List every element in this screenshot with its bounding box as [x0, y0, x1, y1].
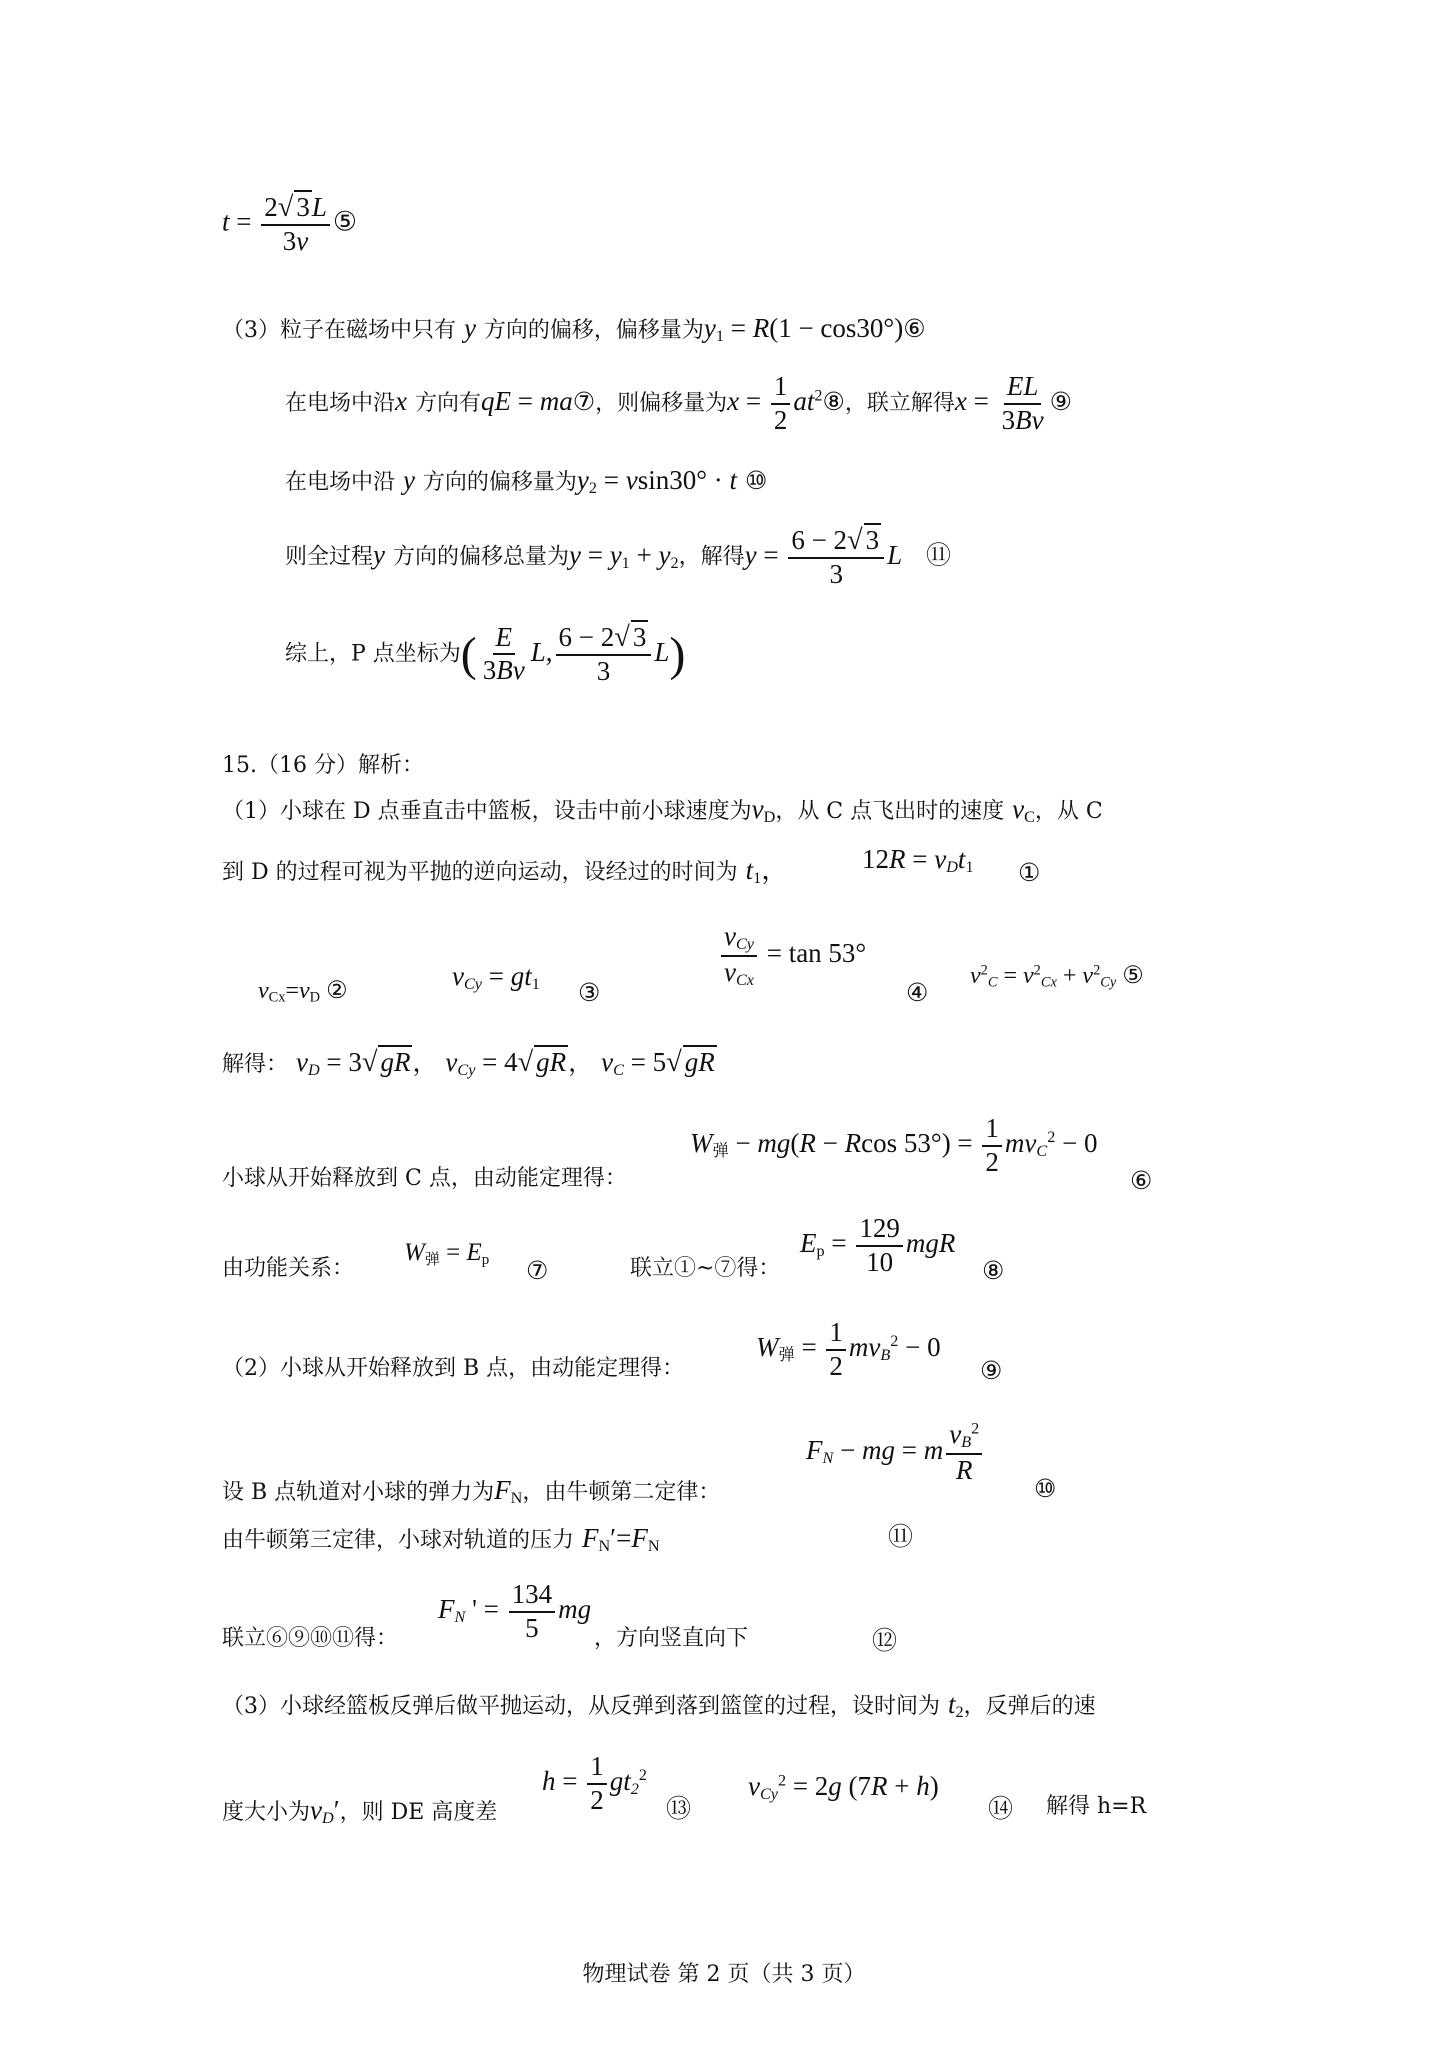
part3b-line2: 度大小为$v_D'$，则 DE 高度差: [222, 1795, 498, 1828]
circled-6: ⑥: [1130, 1166, 1153, 1195]
circled-12: ⑫: [872, 1626, 898, 1655]
solve-line: 解得： $v_D = 3√$ gR， $v_{Cy} = 4√$ gR， $v_C = 5√$ gR: [222, 1047, 715, 1080]
equation-7: $W_弹 = E_p$: [404, 1239, 490, 1268]
circled-3: ③: [578, 978, 601, 1007]
question-15-header: 15.（16 分）解析：: [222, 753, 424, 778]
combine-label: 联立①~⑦得：: [630, 1256, 781, 1281]
equation-14: $v_{Cy}^2 = 2g$ (7R + h): [748, 1771, 939, 1804]
electric-y-line: 在电场中沿 y 方向的偏移量为$y_2 = vsin30^\circ \cdot t$ ⑩: [285, 465, 768, 498]
part3-magnetic-offset: （3）粒子在磁场中只有 y 方向的偏移，偏移量为$y_1 = R(1$ − cos30°)⑥: [222, 313, 926, 346]
equation-3: $v_{Cy} = gt_1$: [452, 961, 540, 994]
page-footer: 物理试卷 第 2 页（共 3 页）: [582, 1962, 866, 1987]
electric-x-line: 在电场中沿x 方向有qE = ma⑦，则偏移量为x = $\frac{1}{2}$ $at^2⑧$，联立解得x = $\frac{EL}{3Bv}$ ⑨: [285, 371, 1073, 435]
q15-part1-line2: 到 D 的过程可视为平抛的逆向运动，设经过的时间为 $t_1$，: [222, 855, 789, 888]
equation-5: $v^2_C = v^2_{Cx} + v^2_{Cy}$ ⑤: [970, 962, 1144, 991]
third-law-line: 由牛顿第三定律，小球对轨道的压力 $F_N'=F_N$: [222, 1523, 660, 1556]
ke-theorem-label: 小球从开始释放到 C 点，由动能定理得：: [222, 1166, 627, 1191]
equation-2: $v_{Cx}=v_D$ ②: [258, 978, 348, 1006]
normal-force-line: 设 B 点轨道对小球的弹力为$F_N$，由牛顿第二定律：: [222, 1475, 721, 1508]
q15-part1-line1: （1）小球在 D 点垂直击中篮板，设击中前小球速度为$v_D$，从 C 点飞出时的速度 $v_C$，从 C: [222, 794, 1103, 827]
circled-7: ⑦: [526, 1256, 549, 1285]
work-relation-label: 由功能关系：: [222, 1256, 355, 1281]
equation-t: t = $\frac{2√ 3L}{3v}$ ⑤: [222, 192, 358, 257]
circled-1: ①: [1018, 858, 1041, 887]
equation-13: h = $\frac{1}{2}$ $gt_2^2$: [542, 1751, 647, 1815]
part3b-line1: （3）小球经篮板反弹后做平抛运动，从反弹到落到篮筐的过程，设时间为 $t_2$，反弹后的速: [222, 1689, 1096, 1722]
total-offset-line: 则全过程y 方向的偏移总量为$y = y_1 + y_2$，解得y = $\frac{6 - 2√ 3}{3}$ L ⑪: [285, 525, 951, 590]
equation-9: $W_弹$ = $\frac{1}{2}$ $mv_B^2 - 0$: [756, 1317, 941, 1381]
circled-13: ⑬: [666, 1794, 692, 1823]
part2-label: （2）小球从开始释放到 B 点，由动能定理得：: [222, 1356, 685, 1381]
equation-10: $F_N$ − mg = m $\frac{v_B^2}{R}$: [806, 1420, 985, 1486]
equation-6: $W_弹 - mg(R - Rcos$ 53°) = $\frac{1}{2}$ $mv_C^2 - 0$: [690, 1113, 1098, 1177]
equation-4: $\frac{v_{Cy}}{v_{Cx}}$ = tan 53°: [718, 922, 866, 990]
p-coordinate-line: 综上，P 点坐标为( $\frac{E}{3Bv}$ L, $\frac{6 - 2√ 3}{3}$ L): [285, 621, 686, 687]
answer-h: 解得 h=R: [1046, 1794, 1147, 1819]
circled-11: ⑪: [888, 1522, 914, 1551]
circled-9: ⑨: [980, 1356, 1003, 1385]
equation-12: $F_N$ ' = $\frac{134}{5}$ mg: [438, 1579, 592, 1643]
equation-1: $12R = v_Dt_1$: [862, 844, 974, 877]
direction-text: ，方向竖直向下: [594, 1626, 749, 1651]
circled-4: ④: [906, 978, 929, 1007]
equation-8: $E_p$ = $\frac{129}{10}$ mgR: [800, 1213, 956, 1277]
circled-14: ⑭: [988, 1794, 1014, 1823]
combine2-label: 联立⑥⑨⑩⑪得：: [222, 1626, 399, 1651]
circled-10: ⑩: [1034, 1474, 1057, 1503]
circled-8: ⑧: [982, 1256, 1005, 1285]
